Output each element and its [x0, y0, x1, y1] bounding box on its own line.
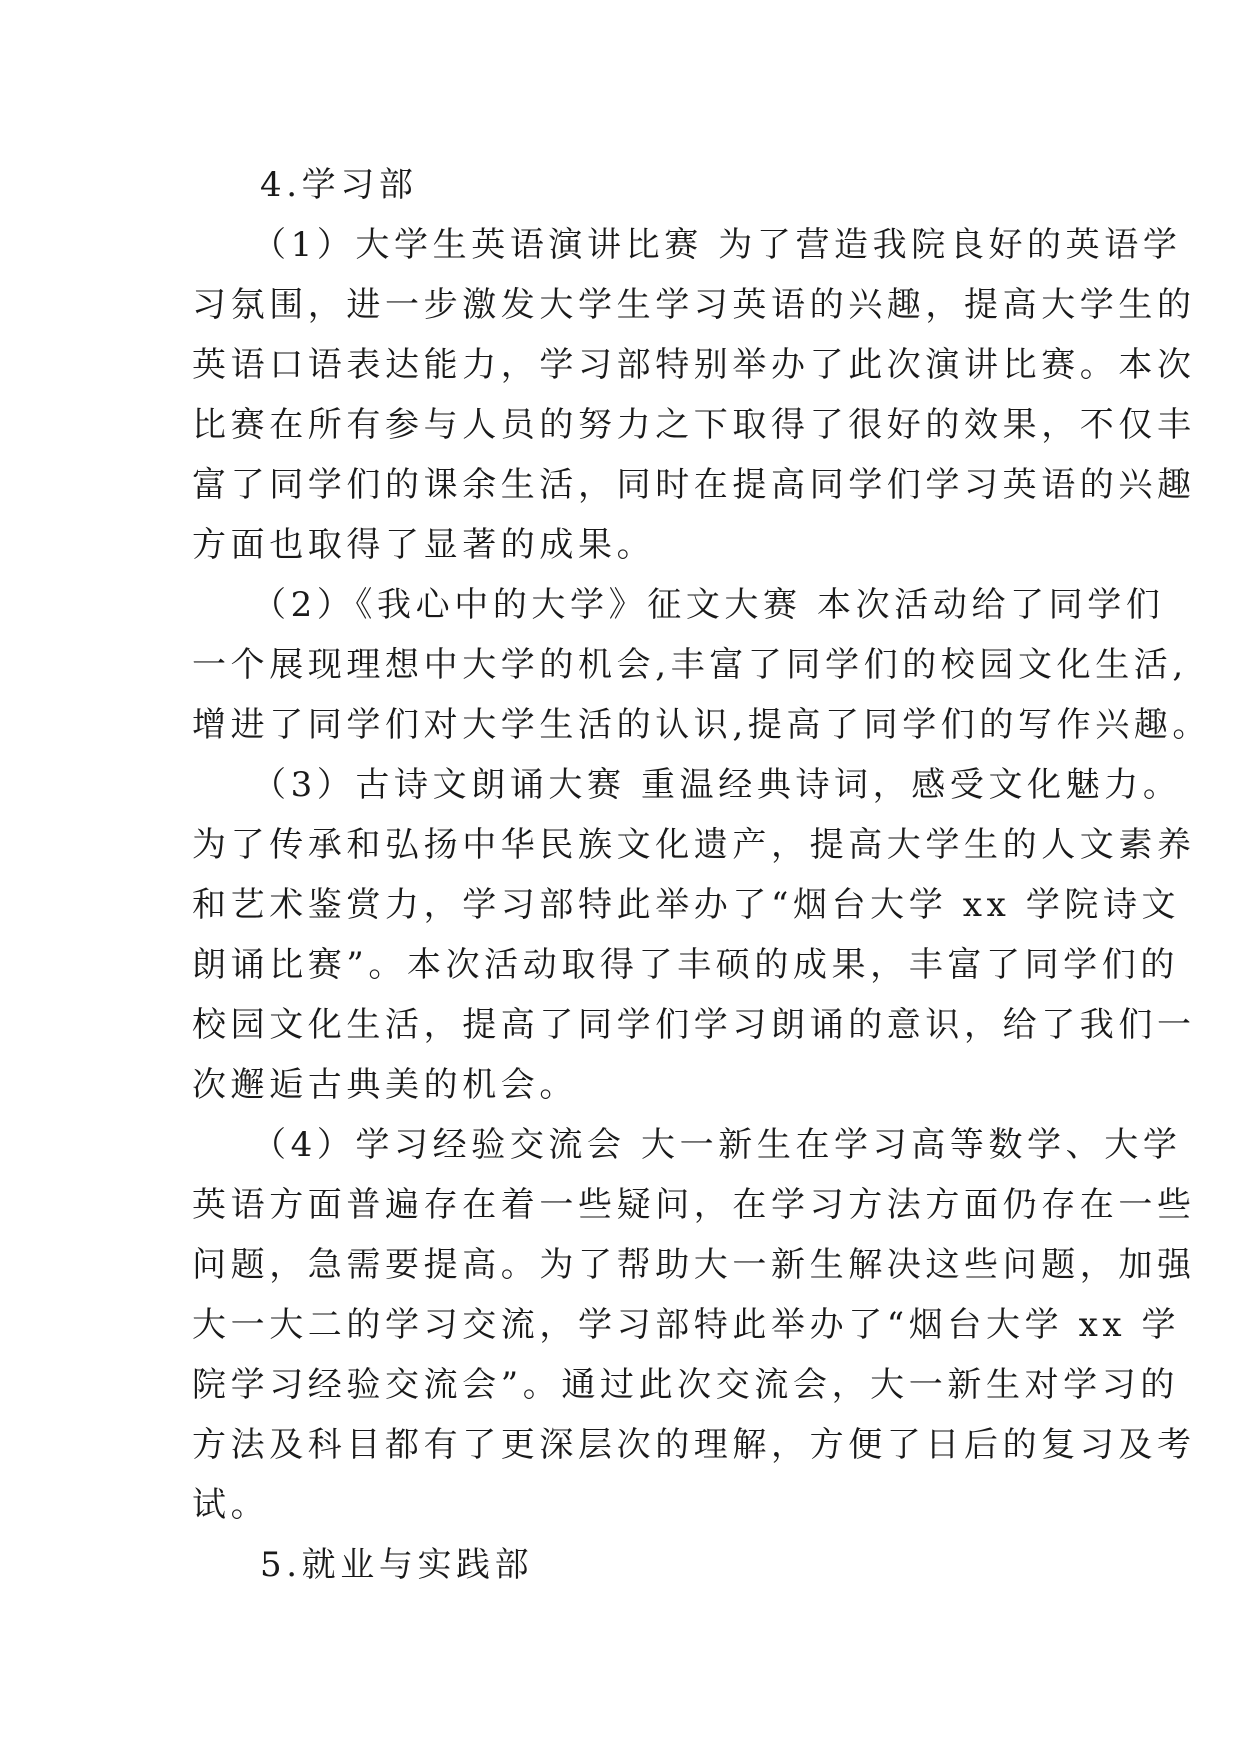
paragraph-line: 试。 [192, 1485, 270, 1525]
section-heading-employment-dept: 5.就业与实践部 [260, 1545, 534, 1585]
paragraph-line: 次邂逅古典美的机会。 [192, 1065, 578, 1105]
paragraph-line: 方法及科目都有了更深层次的理解，方便了日后的复习及考 [192, 1425, 1196, 1465]
paragraph-line: 习氛围，进一步激发大学生学习英语的兴趣，提高大学生的 [192, 285, 1196, 325]
paragraph-line: 一个展现理想中大学的机会,丰富了同学们的校园文化生活, [192, 645, 1188, 685]
paragraph-line: 比赛在所有参与人员的努力之下取得了很好的效果，不仅丰 [192, 405, 1196, 445]
paragraph-line: （1）大学生英语演讲比赛 为了营造我院良好的英语学 [252, 225, 1182, 265]
paragraph-line: 英语口语表达能力，学习部特别举办了此次演讲比赛。本次 [192, 345, 1196, 385]
paragraph-line: 增进了同学们对大学生活的认识,提高了同学们的写作兴趣。 [192, 705, 1212, 745]
paragraph-line: 英语方面普遍存在着一些疑问，在学习方法方面仍存在一些 [192, 1185, 1196, 1225]
section-heading-study-dept: 4.学习部 [260, 165, 418, 205]
paragraph-line: （4）学习经验交流会 大一新生在学习高等数学、大学 [252, 1125, 1182, 1165]
paragraph-line: （3）古诗文朗诵大赛 重温经典诗词，感受文化魅力。 [252, 765, 1182, 805]
paragraph-line: 大一大二的学习交流，学习部特此举办了“烟台大学 xx 学 [192, 1305, 1181, 1345]
paragraph-line: 方面也取得了显著的成果。 [192, 525, 656, 565]
paragraph-line: 问题，急需要提高。为了帮助大一新生解决这些问题，加强 [192, 1245, 1196, 1285]
document-body [192, 155, 1212, 1595]
paragraph-line: 院学习经验交流会”。通过此次交流会，大一新生对学习的 [192, 1365, 1179, 1405]
paragraph-line: 为了传承和弘扬中华民族文化遗产，提高大学生的人文素养 [192, 825, 1196, 865]
paragraph-line: 富了同学们的课余生活，同时在提高同学们学习英语的兴趣 [192, 465, 1196, 505]
paragraph-line: 朗诵比赛”。本次活动取得了丰硕的成果，丰富了同学们的 [192, 945, 1179, 985]
paragraph-line: 校园文化生活，提高了同学们学习朗诵的意识，给了我们一 [192, 1005, 1196, 1045]
paragraph-line: 和艺术鉴赏力，学习部特此举办了“烟台大学 xx 学院诗文 [192, 885, 1181, 925]
paragraph-line: （2）《我心中的大学》征文大赛 本次活动给了同学们 [252, 585, 1165, 625]
